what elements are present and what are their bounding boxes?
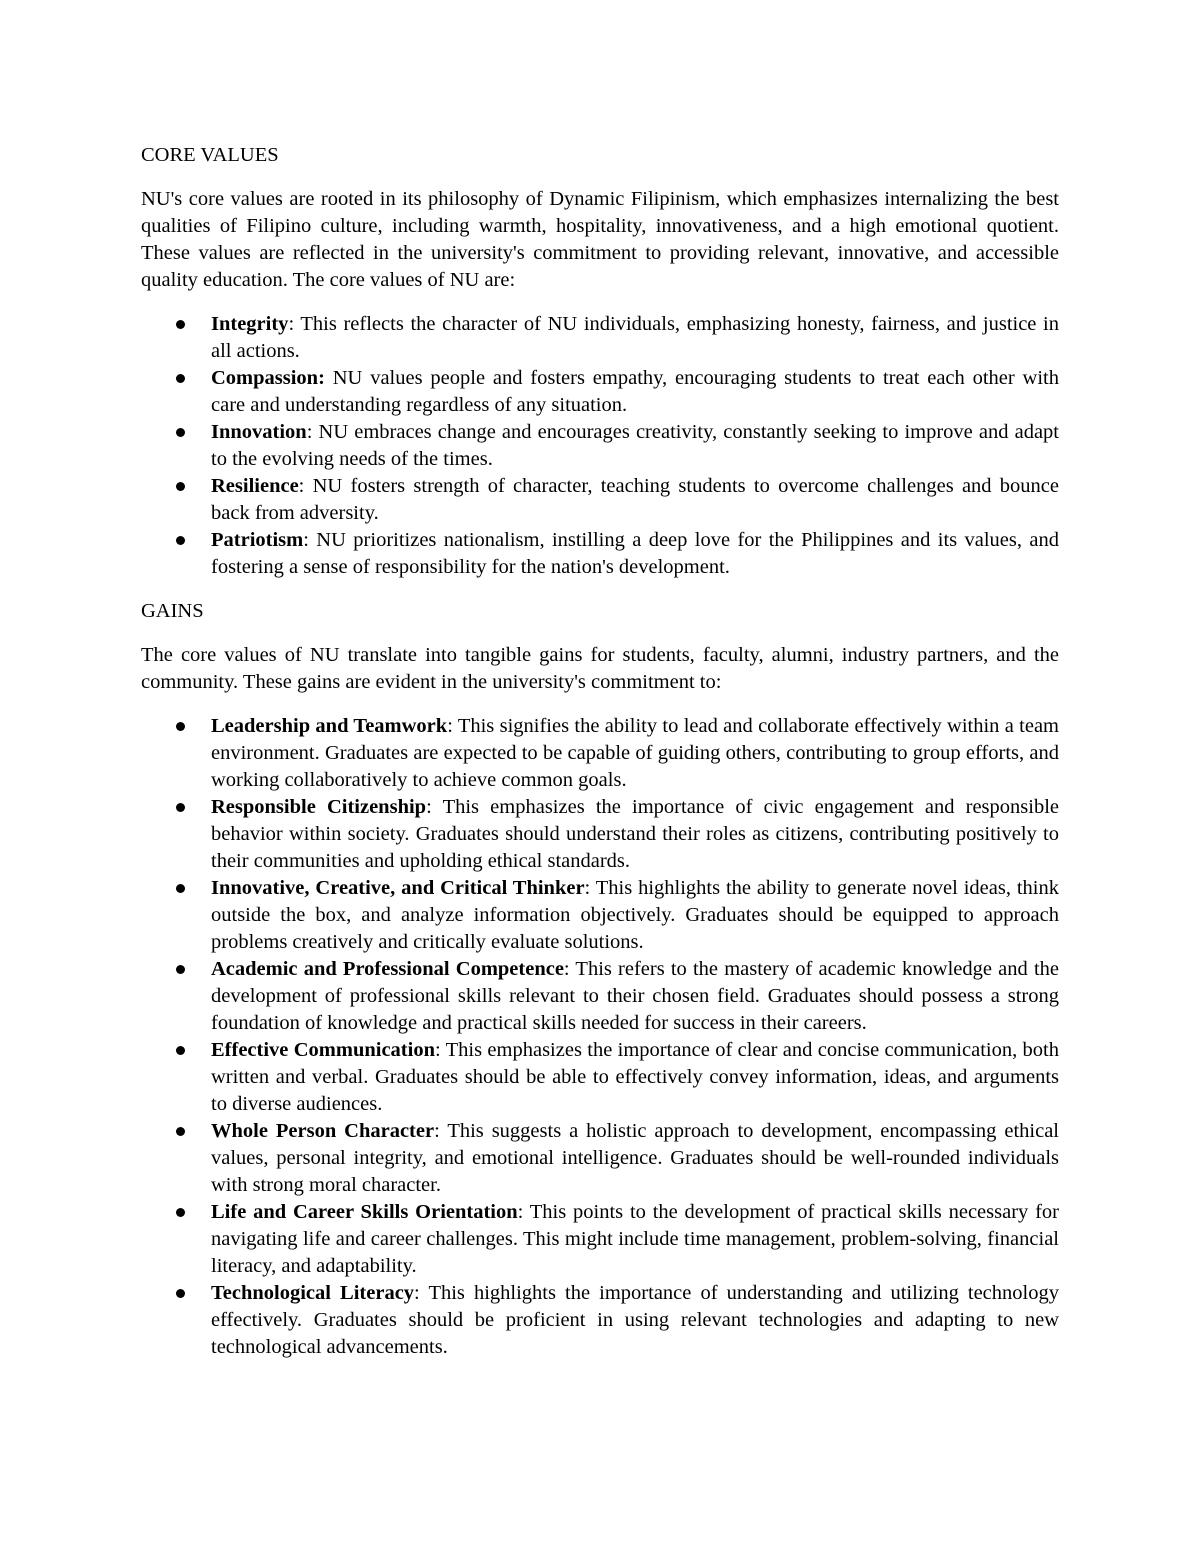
list-item-competence	[141, 956, 1059, 1037]
list-item-text: : This refers to the mastery of academic knowledge and the development of professional skills relevant to their chosen field. Graduates should possess a strong foundation of knowledge and practical skills needed for success in their careers.	[211, 958, 1059, 1034]
bullet-icon	[176, 482, 185, 491]
list-item-patriotism	[141, 527, 1059, 581]
list-item-text: : NU prioritizes nationalism, instilling a deep love for the Philippines and its values, and fostering a sense of responsibility for the nation's development.	[211, 529, 1059, 578]
list-item-text: : This suggests a holistic approach to development, encompassing ethical values, personal integrity, and emotional intelligence. Graduates should be well-rounded individuals with strong moral character.	[211, 1120, 1059, 1196]
list-item-text: : NU embraces change and encourages creativity, constantly seeking to improve and adapt to the evolving needs of the times.	[211, 421, 1059, 470]
list-item-term: Patriotism	[211, 529, 304, 551]
list-item-resilience	[141, 473, 1059, 527]
list-item-text: : This emphasizes the importance of civic engagement and responsible behavior within society. Graduates should understand their roles as citizens, contributing positively to their communities and upholding ethical standards.	[211, 796, 1059, 872]
list-item-term: Whole Person Character	[211, 1120, 435, 1142]
list-item-text: : This emphasizes the importance of clear and concise communication, both written and verbal. Graduates should be able to effectively convey information, ideas, and arguments to diverse audiences.	[211, 1039, 1059, 1115]
list-item-whole-person	[141, 1118, 1059, 1199]
list-item-term: Compassion:	[211, 367, 325, 389]
list-item-text: NU values people and fosters empathy, encouraging students to treat each other with care and understanding regardless of any situation.	[211, 367, 1059, 416]
bullet-icon	[176, 803, 185, 812]
list-item-term: Academic and Professional Competence	[211, 958, 564, 980]
core-values-intro: NU's core values are rooted in its philosophy of Dynamic Filipinism, which emphasizes internalizing the best qualities of Filipino culture, including warmth, hospitality, innovativeness, and a high emotional quotient. These values are reflected in the university's commitment to providing relevant, innovative, and accessible quality education. The core values of NU are:	[141, 188, 1059, 291]
list-item-citizenship	[141, 794, 1059, 875]
gains-list	[141, 713, 1059, 1361]
list-item-integrity	[141, 311, 1059, 365]
list-item-term: Innovative, Creative, and Critical Thinker	[211, 877, 585, 899]
list-item-text: : This points to the development of practical skills necessary for navigating life and career challenges. This might include time management, problem-solving, financial literacy, and adaptability.	[211, 1201, 1059, 1277]
list-item-leadership	[141, 713, 1059, 794]
list-item-text: : This highlights the ability to generate novel ideas, think outside the box, and analyze information objectively. Graduates should be equipped to approach problems creatively and critically evaluate solutions.	[211, 877, 1059, 953]
list-item-innovation	[141, 419, 1059, 473]
bullet-icon	[176, 428, 185, 437]
bullet-icon	[176, 1127, 185, 1136]
list-item-term: Resilience	[211, 475, 299, 497]
list-item-term: Responsible Citizenship	[211, 796, 427, 818]
list-item-text: : This signifies the ability to lead and collaborate effectively within a team environment. Graduates are expected to be capable of guiding others, contributing to group efforts, and working collaboratively to achieve common goals.	[211, 715, 1059, 791]
list-item-text: : This reflects the character of NU individuals, emphasizing honesty, fairness, and justice in all actions.	[211, 313, 1059, 362]
bullet-icon	[176, 965, 185, 974]
bullet-icon	[176, 374, 185, 383]
list-item-term: Technological Literacy	[211, 1282, 415, 1304]
bullet-icon	[176, 536, 185, 545]
bullet-icon	[176, 320, 185, 329]
list-item-life-career	[141, 1199, 1059, 1280]
list-item-term: Leadership and Teamwork	[211, 715, 448, 737]
bullet-icon	[176, 1046, 185, 1055]
list-item-term: Effective Communication	[211, 1039, 435, 1061]
gains-heading: GAINS	[141, 600, 204, 622]
bullet-icon	[176, 1208, 185, 1217]
list-item-tech-literacy	[141, 1280, 1059, 1361]
list-item-term: Integrity	[211, 313, 289, 335]
list-item-term: Life and Career Skills Orientation	[211, 1201, 518, 1223]
list-item-text: : NU fosters strength of character, teaching students to overcome challenges and bounce back from adversity.	[211, 475, 1059, 524]
document-page	[141, 142, 1059, 1378]
list-item-term: Innovation	[211, 421, 307, 443]
list-item-text: : This highlights the importance of understanding and utilizing technology effectively. Graduates should be proficient in using relevant technologies and adapting to new technological advancements.	[211, 1282, 1059, 1358]
gains-intro: The core values of NU translate into tangible gains for students, faculty, alumni, industry partners, and the community. These gains are evident in the university's commitment to:	[141, 644, 1059, 693]
list-item-innovative-thinker	[141, 875, 1059, 956]
bullet-icon	[176, 1289, 185, 1298]
bullet-icon	[176, 722, 185, 731]
core-values-heading: CORE VALUES	[141, 144, 279, 166]
bullet-icon	[176, 884, 185, 893]
list-item-compassion	[141, 365, 1059, 419]
core-values-list	[141, 311, 1059, 581]
list-item-communication	[141, 1037, 1059, 1118]
